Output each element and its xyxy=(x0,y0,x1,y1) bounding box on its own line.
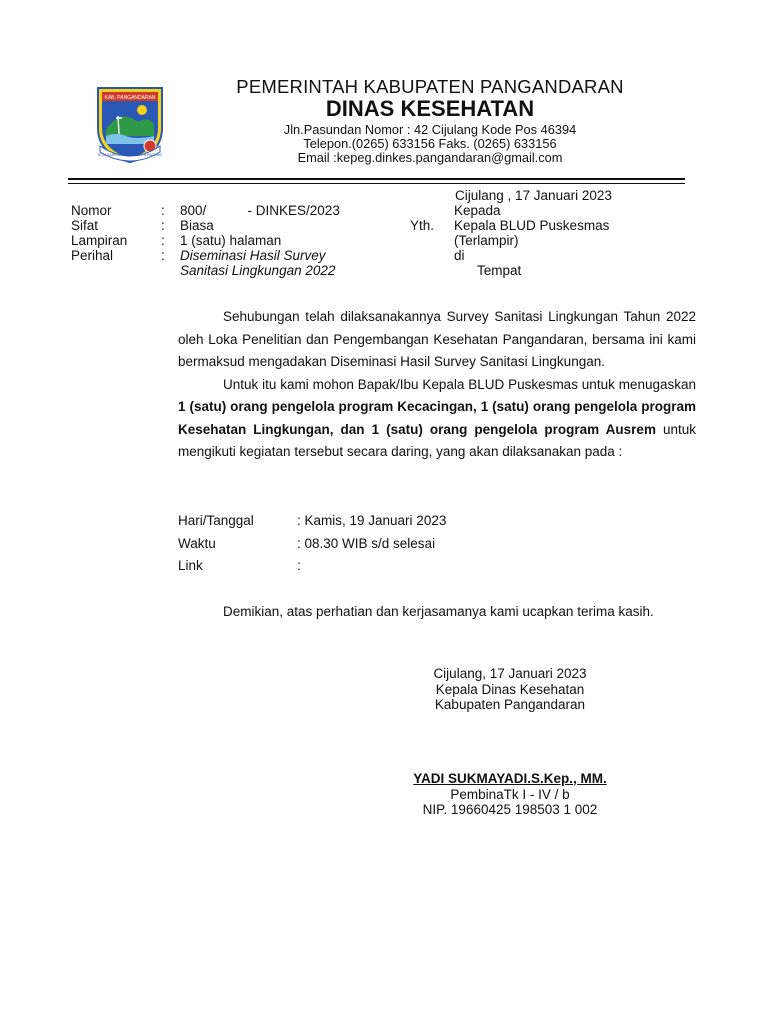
letterhead-rule xyxy=(68,178,685,180)
perihal-label: Perihal xyxy=(71,248,114,263)
signature-place-date: Cijulang, 17 Januari 2023 xyxy=(433,666,587,681)
recipient-tempat: Tempat xyxy=(477,263,522,278)
perihal-value-line1: Diseminasi Hasil Survey xyxy=(180,248,326,263)
signature-position-2: Kabupaten Pangandaran xyxy=(434,697,586,712)
closing-block xyxy=(178,601,696,624)
emblem-bottom-text: SITU SARIUS MANGAKARTA PAGANG xyxy=(97,153,163,157)
emblem-top-text: KAB. PANGANDARAN xyxy=(104,95,156,101)
letterhead-rule-thin xyxy=(68,183,685,184)
paragraph-closing: Demikian, atas perhatian dan kerjasamanya kami ucapkan terima kasih. xyxy=(223,604,654,619)
recipient-note: (Terlampir) xyxy=(454,233,519,248)
detail-label-time: Waktu xyxy=(178,536,216,551)
paragraph-request xyxy=(178,374,696,464)
regency-emblem xyxy=(92,78,168,164)
signature-position-1: Kepala Dinas Kesehatan xyxy=(435,682,585,697)
agency-address: Jln.Pasundan Nomor : 42 Cijulang Kode Pos 46394 xyxy=(283,122,577,137)
nomor-value: 800/ - DINKES/2023 xyxy=(180,203,340,218)
agency-email[interactable]: Email :kepeg.dinkes.pangandaran@gmail.com xyxy=(297,150,563,165)
detail-value-day: : Kamis, 19 Januari 2023 xyxy=(297,513,447,528)
detail-value-link[interactable]: : xyxy=(297,558,301,573)
paragraph-intro: Sehubungan telah dilaksanakannya Survey Sanitasi Lingkungan Tahun 2022 oleh Loka Penelitian dan Pengembangan Kesehatan Pangandaran, bersama ini kami bermaksud mengadakan Diseminasi Hasil Survey Sanitasi Lingkungan. xyxy=(178,309,696,369)
sifat-label: Sifat xyxy=(71,218,99,233)
lampiran-value: 1 (satu) halaman xyxy=(180,233,282,248)
sifat-colon: : xyxy=(161,218,165,233)
recipient-di: di xyxy=(454,248,465,263)
sifat-value: Biasa xyxy=(180,218,214,233)
recipient-name: Kepala BLUD Puskesmas xyxy=(454,218,610,233)
lampiran-label: Lampiran xyxy=(71,233,128,248)
detail-label-link: Link xyxy=(178,558,203,573)
recipient-kepada: Kepada xyxy=(454,203,501,218)
request-text-bold: 1 (satu) orang pengelola program Kecacingan, 1 (satu) orang pengelola program Kesehatan Lingkungan, dan 1 (satu) orang pengelola program Ausrem xyxy=(178,399,696,437)
signatory-rank: PembinaTk I - IV / b xyxy=(450,787,570,802)
request-text-start: Untuk itu kami mohon Bapak/Ibu Kepala BLUD Puskesmas untuk menugaskan xyxy=(223,376,696,392)
lampiran-colon: : xyxy=(161,233,165,248)
agency-phone: Telepon.(0265) 633156 Faks. (0265) 633156 xyxy=(303,136,557,151)
perihal-value-line2: Sanitasi Lingkungan 2022 xyxy=(180,263,336,278)
agency-title: DINAS KESEHATAN xyxy=(325,96,535,121)
request-text-end: untuk mengikuti kegiatan tersebut secara daring, yang akan dilaksanakan pada : xyxy=(178,421,696,459)
letter-date: Cijulang , 17 Januari 2023 xyxy=(455,188,612,203)
signatory-nip: NIP. 19660425 198503 1 002 xyxy=(422,802,598,817)
nomor-colon: : xyxy=(161,203,165,218)
signatory-name: YADI SUKMAYADI.S.Kep., MM. xyxy=(413,771,607,786)
nomor-label: Nomor xyxy=(71,203,112,218)
perihal-colon: : xyxy=(161,248,165,263)
detail-label-day: Hari/Tanggal xyxy=(178,513,254,528)
government-title: PEMERINTAH KABUPATEN PANGANDARAN xyxy=(236,76,624,97)
detail-value-time: : 08.30 WIB s/d selesai xyxy=(297,536,436,551)
recipient-yth: Yth. xyxy=(410,218,435,233)
letter-body xyxy=(178,306,696,464)
